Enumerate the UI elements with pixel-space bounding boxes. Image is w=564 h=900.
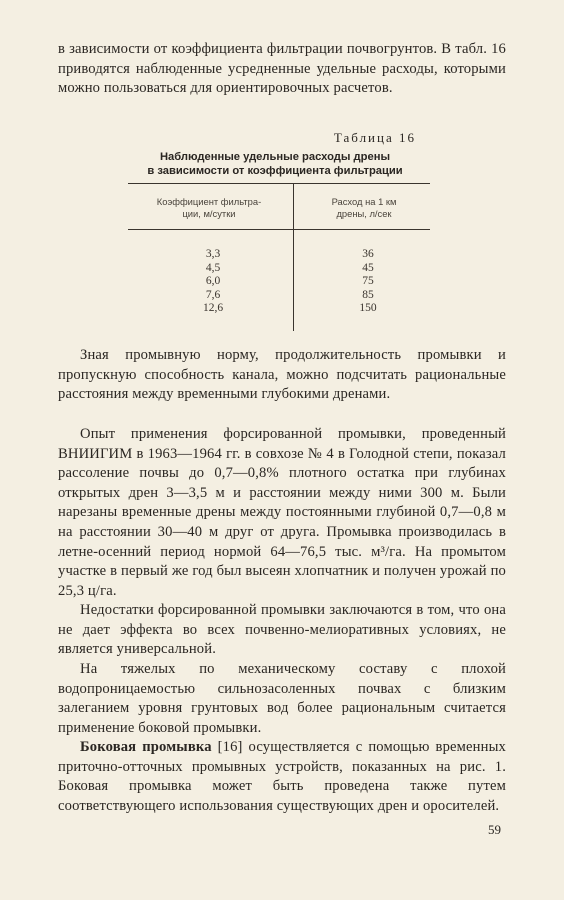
column-header-coefficient [134, 196, 284, 220]
side-washing-term: Боковая промывка [80, 739, 212, 755]
table-title [110, 150, 440, 178]
column-header-flow-line-2: дрены, л/сек [336, 208, 392, 219]
table-cell-coef: 4,5 [205, 261, 221, 274]
table-cell-coef: 3,3 [205, 248, 221, 260]
column-flow-values [343, 248, 393, 316]
column-header-coefficient-line-2: ции, м/сутки [182, 208, 236, 219]
table-cell-coef: 7,6 [205, 288, 221, 301]
table-cell-flow: 150 [359, 302, 377, 315]
table-cell-coef: 12,6 [202, 302, 224, 315]
side-washing-text: [16] осуществляется с помощью временных приточно-отточных промывных устройств, показанных на рис. 1. Боковая промывка может быть проведена также путем соответствующего использования существующих дрен и оросителей. [58, 739, 506, 814]
table-cell-flow: 45 [362, 261, 374, 274]
page-number: 59 [488, 822, 501, 837]
table-cell-flow: 75 [362, 275, 374, 288]
table-title-line-1: Наблюденные удельные расходы дрены [159, 151, 391, 163]
table-title-line-2: в зависимости от коэффициента фильтрации [147, 165, 403, 177]
column-header-flow [304, 196, 424, 220]
paragraph-side-washing [58, 738, 506, 816]
table-cell-coef: 6,0 [205, 275, 221, 288]
table-header-rule [128, 229, 430, 230]
table-caption: Таблица 16 [333, 130, 416, 145]
paragraph-forced-washing-experience: Опыт применения форсированной промывки, проведенный ВНИИГИМ в 1963—1964 гг. в совхозе № 4 в Голодной степи, показал рассоление почвы до 0,7—0,8% плотного остатка при глубинах открытых дрен 3—3,5 м и расстоянии между ними 300 м. Были нарезаны временные дрены между постоянными глубиной 0,7—0,8 м на расстоянии 30—40 м друг от друга. Промывка производилась в летне-осенний период нормой 64—76,5 тыс. м³/га. На промытом участке в первый же год был высеян хлопчатник и получен урожай по 25,3 ц/га. [58, 426, 506, 599]
table-column-divider [293, 183, 294, 331]
paragraph-heavy-soils: На тяжелых по механическому составу с плохой водопроницаемостью сильнозасоленных почвах с близким залеганием уровня грунтовых вод более рациональным считается применение боковой промывки. [58, 661, 506, 736]
table-cell-flow: 85 [362, 288, 374, 301]
intro-paragraph: в зависимости от коэффициента фильтрации почвогрунтов. В табл. 16 приводятся наблюденные усредненные удельные расходы, которыми можно пользоваться для ориентировочных расчетов. [58, 41, 506, 97]
table-top-rule [128, 183, 430, 184]
table-cell-flow: 36 [362, 248, 374, 260]
column-header-flow-line-1: Расход на 1 км [331, 196, 397, 207]
paragraph-washing-norm: Зная промывную норму, продолжительность промывки и пропускную способность канала, можно подсчитать рациональные расстояния между временными глубокими дренами. [58, 347, 506, 403]
column-header-coefficient-line-1: Коэффициент фильтра- [156, 196, 262, 207]
column-coefficient-values [188, 248, 238, 316]
data-table [128, 183, 430, 331]
paragraph-drawbacks: Недостатки форсированной промывки заключаются в том, что она не дает эффекта во всех почвенно-мелиоративных условиях, не является универсальной. [58, 602, 506, 658]
